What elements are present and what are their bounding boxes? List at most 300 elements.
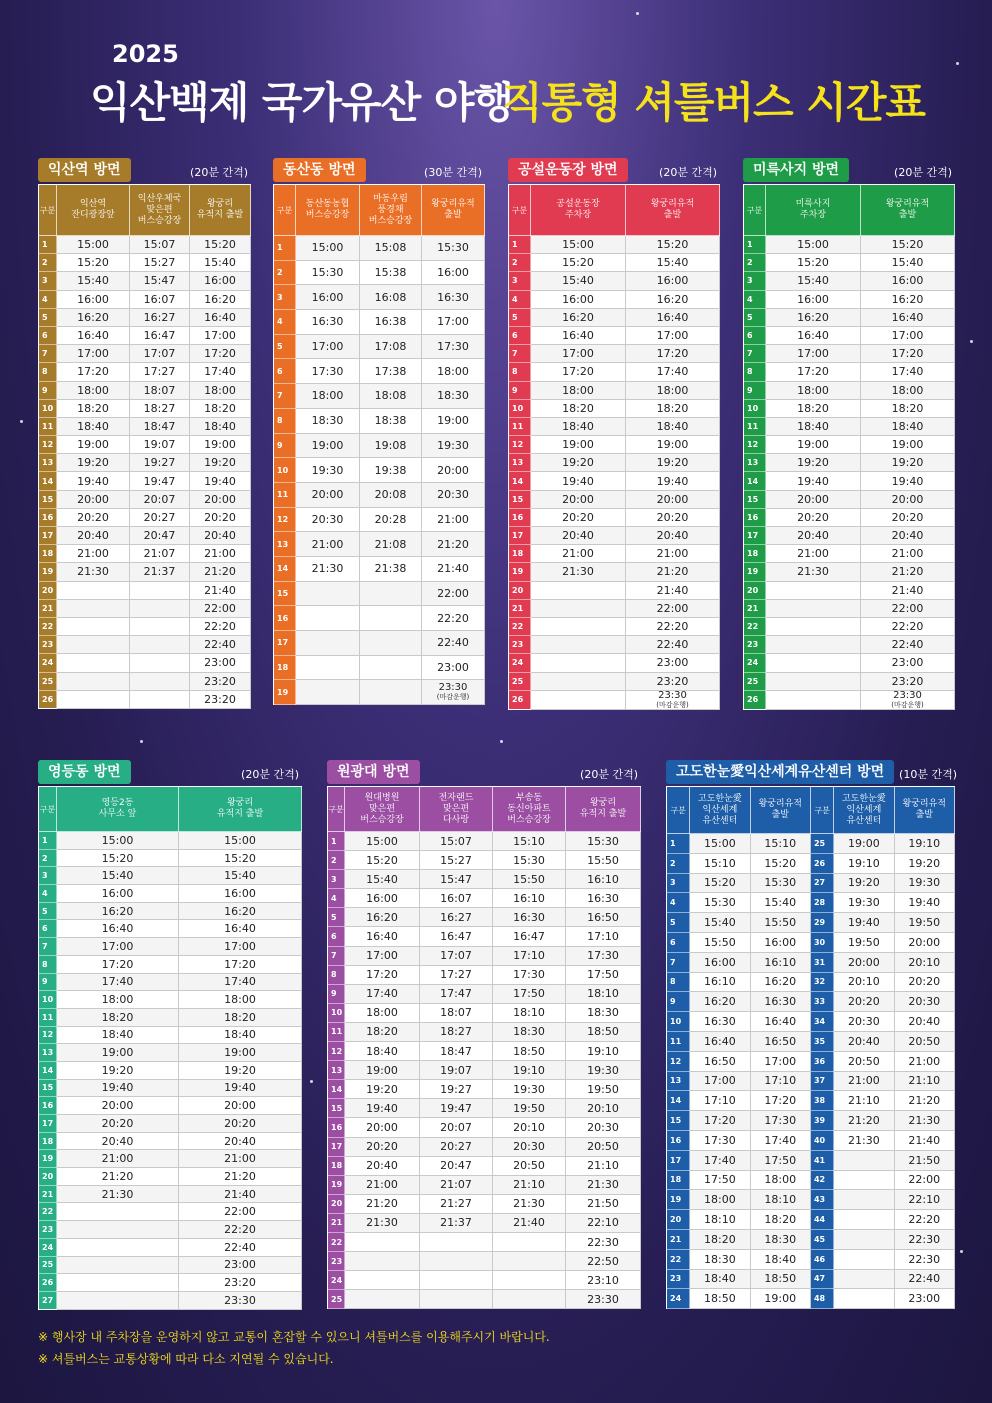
table-row: [274, 310, 485, 335]
time-cell: 19:20: [626, 454, 720, 472]
column-header: 익산우체국 맞은편 버스승강장: [130, 185, 190, 236]
header-row: [274, 185, 485, 236]
row-number: 14: [744, 472, 766, 490]
time-cell: 20:00: [422, 458, 485, 483]
row-number: 8: [667, 972, 690, 992]
row-number: 19: [39, 563, 57, 581]
header-row: [328, 787, 641, 832]
time-cell: 15:40: [531, 272, 626, 290]
row-number: 22: [667, 1249, 690, 1269]
time-cell: [345, 1252, 420, 1271]
table-row: [744, 290, 955, 308]
time-cell: 19:50: [566, 1080, 641, 1099]
row-number: 45: [810, 1229, 833, 1249]
table-row: [667, 1150, 955, 1170]
table-row: [509, 381, 720, 399]
time-cell: 16:40: [531, 326, 626, 344]
time-cell: 16:00: [57, 290, 130, 308]
table-row: [667, 1210, 955, 1230]
page-title: 직통형 셔틀버스 시간표: [502, 78, 925, 127]
table-row: [744, 236, 955, 254]
time-cell: 20:20: [861, 508, 955, 526]
time-cell: 19:38: [360, 458, 422, 483]
table-row: [744, 527, 955, 545]
time-cell: [57, 654, 130, 672]
time-cell: 23:30: [179, 1291, 302, 1309]
row-number: 26: [39, 690, 57, 708]
time-cell: 21:30: [566, 1175, 641, 1194]
time-cell: 20:20: [834, 992, 894, 1012]
table-row: [274, 260, 485, 285]
column-header: 왕궁리유적 출발: [422, 185, 485, 236]
time-cell: 15:20: [766, 254, 861, 272]
time-cell: 23:00: [894, 1289, 954, 1309]
time-cell: 16:40: [766, 326, 861, 344]
section-world-heritage-center: [666, 760, 955, 1309]
last-run-note: (마감운행): [436, 693, 470, 702]
row-number: 1: [39, 236, 57, 254]
time-cell: 15:00: [345, 832, 420, 851]
time-cell: 18:40: [750, 1249, 810, 1269]
time-cell: 20:40: [894, 1012, 954, 1032]
time-cell: 17:30: [690, 1130, 750, 1150]
time-cell: 22:00: [179, 1203, 302, 1221]
time-cell: 16:30: [750, 992, 810, 1012]
table-row: [39, 1203, 302, 1221]
table-row: [744, 326, 955, 344]
time-cell: 20:30: [422, 482, 485, 507]
table-row: [274, 359, 485, 384]
table-row: [667, 1071, 955, 1091]
time-cell: 15:50: [566, 851, 641, 870]
row-number: 4: [274, 310, 296, 335]
time-cell: 16:00: [531, 290, 626, 308]
time-cell: 16:50: [566, 908, 641, 927]
row-number: 10: [39, 991, 57, 1009]
table-row: [509, 599, 720, 617]
time-cell: 19:30: [894, 873, 954, 893]
row-number: 19: [667, 1190, 690, 1210]
table-row: [509, 326, 720, 344]
table-row: [509, 545, 720, 563]
time-cell: 15:00: [57, 236, 130, 254]
time-cell: 18:50: [493, 1042, 566, 1061]
table-row: [509, 672, 720, 690]
table-row: [744, 672, 955, 690]
time-cell: 20:20: [345, 1137, 420, 1156]
time-cell: [57, 617, 130, 635]
time-cell: 23:00: [179, 1256, 302, 1274]
time-cell: 21:10: [894, 1071, 954, 1091]
row-number: 21: [39, 1185, 57, 1203]
table-row: [274, 655, 485, 680]
time-cell: 23:00: [626, 654, 720, 672]
column-header: 왕궁리유적 출발: [626, 185, 720, 236]
table-row: [274, 532, 485, 557]
time-cell: 15:10: [493, 832, 566, 851]
row-number: 25: [810, 834, 833, 854]
table-row: [744, 617, 955, 635]
row-number: 1: [39, 832, 57, 850]
time-cell: 21:40: [190, 581, 251, 599]
time-cell: 21:30: [531, 563, 626, 581]
row-number: 18: [744, 545, 766, 563]
table-row: [39, 1079, 302, 1097]
time-cell: 18:10: [750, 1190, 810, 1210]
time-cell: 17:20: [690, 1111, 750, 1131]
time-cell: 16:00: [766, 290, 861, 308]
time-cell: 20:40: [345, 1156, 420, 1175]
time-cell: 21:20: [861, 563, 955, 581]
star-decoration: [310, 1080, 313, 1083]
time-cell: 15:20: [179, 849, 302, 867]
time-cell: 15:40: [57, 867, 179, 885]
table-row: [39, 363, 251, 381]
table-row: [39, 381, 251, 399]
time-cell: 18:00: [626, 381, 720, 399]
row-number: 37: [810, 1071, 833, 1091]
table-row: [274, 458, 485, 483]
time-cell: 17:47: [420, 984, 493, 1003]
row-number: 9: [328, 984, 345, 1003]
time-cell: 17:20: [531, 363, 626, 381]
row-number: 25: [744, 672, 766, 690]
time-cell: 16:07: [130, 290, 190, 308]
time-cell: 21:40: [493, 1213, 566, 1232]
time-cell: [422, 680, 485, 705]
time-cell: 16:00: [690, 952, 750, 972]
time-cell: 20:20: [190, 508, 251, 526]
table-row: [39, 308, 251, 326]
table-row: [744, 454, 955, 472]
row-number: 5: [274, 334, 296, 359]
row-number: 18: [39, 545, 57, 563]
table-row: [39, 1097, 302, 1115]
row-number: 15: [509, 490, 531, 508]
time-cell: 16:50: [750, 1031, 810, 1051]
time-cell: [834, 1190, 894, 1210]
row-number: 23: [39, 1221, 57, 1239]
time-cell: 15:27: [420, 851, 493, 870]
row-number: 17: [667, 1150, 690, 1170]
time-cell: [766, 581, 861, 599]
time-cell: 22:50: [566, 1252, 641, 1271]
table-row: [39, 236, 251, 254]
time-cell: 18:10: [566, 984, 641, 1003]
notice-line: ※ 셔틀버스는 교통상황에 따라 다소 지연될 수 있습니다.: [38, 1352, 334, 1366]
time-cell: 17:40: [861, 363, 955, 381]
time-cell: [531, 654, 626, 672]
table-row: [328, 832, 641, 851]
row-number: 2: [667, 853, 690, 873]
row-number: 11: [328, 1022, 345, 1041]
table-row: [509, 272, 720, 290]
time-cell: 19:40: [894, 893, 954, 913]
time-cell: 17:50: [493, 984, 566, 1003]
row-number: 2: [39, 254, 57, 272]
time-cell: 19:40: [766, 472, 861, 490]
time-cell: 15:47: [420, 870, 493, 889]
time-cell: 17:10: [566, 927, 641, 946]
table-row: [667, 1111, 955, 1131]
time-cell: 19:27: [130, 454, 190, 472]
section-interval: (20분 간격): [659, 166, 717, 179]
row-number: 26: [810, 853, 833, 873]
table-row: [274, 581, 485, 606]
table-row: [39, 1291, 302, 1309]
time-cell: 20:10: [834, 972, 894, 992]
time-cell: 21:20: [179, 1168, 302, 1186]
time-cell: 15:40: [750, 893, 810, 913]
row-number: 14: [274, 556, 296, 581]
time-cell: 23:30: [566, 1290, 641, 1309]
time-cell: 17:00: [766, 345, 861, 363]
row-number: 16: [39, 508, 57, 526]
time-cell: 17:20: [57, 955, 179, 973]
time-cell: 20:50: [894, 1031, 954, 1051]
time-cell: 16:30: [296, 310, 360, 335]
header-row: [667, 787, 955, 834]
time-cell: 16:40: [190, 308, 251, 326]
section-dongsan: [273, 158, 484, 705]
time-cell: 21:40: [861, 581, 955, 599]
time-cell: 19:20: [861, 454, 955, 472]
table-row: [274, 384, 485, 409]
time-cell: 17:20: [179, 955, 302, 973]
table-row: [39, 399, 251, 417]
row-number: 19: [744, 563, 766, 581]
row-number: 21: [39, 599, 57, 617]
row-number: 24: [39, 654, 57, 672]
time-cell: 19:40: [190, 472, 251, 490]
time-cell: [834, 1289, 894, 1309]
time-cell: 22:10: [566, 1213, 641, 1232]
row-number: 16: [667, 1130, 690, 1150]
star-decoration: [970, 340, 973, 343]
row-number: 5: [744, 308, 766, 326]
time-cell: 15:27: [130, 254, 190, 272]
time-cell: 20:10: [566, 1099, 641, 1118]
time-cell: 19:40: [57, 472, 130, 490]
table-row: [509, 563, 720, 581]
row-number: 7: [509, 345, 531, 363]
time-cell: 21:30: [894, 1111, 954, 1131]
table-row: [39, 345, 251, 363]
row-number: 26: [509, 690, 531, 709]
table-row: [328, 927, 641, 946]
row-number: 20: [744, 581, 766, 599]
time-cell: 18:27: [130, 399, 190, 417]
time-cell: 19:40: [57, 1079, 179, 1097]
time-cell: 15:30: [296, 260, 360, 285]
table-row: [39, 472, 251, 490]
time-cell: 21:07: [420, 1175, 493, 1194]
time-cell: 16:30: [422, 285, 485, 310]
time-cell: 19:20: [190, 454, 251, 472]
table-row: [509, 399, 720, 417]
table-row: [667, 932, 955, 952]
time-cell: 22:00: [894, 1170, 954, 1190]
row-number: 13: [274, 532, 296, 557]
row-number: 18: [328, 1156, 345, 1175]
time-cell: 21:10: [566, 1156, 641, 1175]
time-cell: 17:00: [190, 326, 251, 344]
section-title: 원광대 방면: [327, 760, 420, 784]
row-number: 8: [744, 363, 766, 381]
row-number: 22: [509, 617, 531, 635]
time-cell: 15:30: [690, 893, 750, 913]
time-cell: 18:40: [179, 1026, 302, 1044]
column-header-number: 구분: [274, 185, 296, 236]
table-row: [328, 1137, 641, 1156]
time-cell: 18:00: [57, 381, 130, 399]
time-cell: 17:00: [531, 345, 626, 363]
table-row: [39, 849, 302, 867]
time-cell: 18:00: [179, 991, 302, 1009]
time-cell: [766, 617, 861, 635]
row-number: 4: [328, 889, 345, 908]
time-cell: 19:20: [57, 454, 130, 472]
time-cell: 20:20: [626, 508, 720, 526]
time-cell: 19:20: [345, 1080, 420, 1099]
column-header: 왕궁리유적 출발: [894, 787, 954, 834]
time-cell: [420, 1271, 493, 1290]
row-number: 4: [39, 290, 57, 308]
table-row: [744, 363, 955, 381]
table-row: [39, 508, 251, 526]
time-cell: [531, 672, 626, 690]
time-cell: 16:40: [57, 326, 130, 344]
time-cell: 15:00: [690, 834, 750, 854]
time-cell: 21:20: [345, 1194, 420, 1213]
time-cell: 21:38: [360, 556, 422, 581]
table-row: [328, 1022, 641, 1041]
row-number: 13: [667, 1071, 690, 1091]
time-cell: 17:00: [179, 938, 302, 956]
time-cell: 22:20: [190, 617, 251, 635]
row-number: 12: [744, 436, 766, 454]
table-row: [39, 1115, 302, 1133]
time-cell: 19:00: [531, 436, 626, 454]
table-row: [39, 1008, 302, 1026]
column-header-number: 구분: [744, 185, 766, 236]
table-row: [509, 472, 720, 490]
table-row: [39, 599, 251, 617]
time-cell: 16:47: [130, 326, 190, 344]
table-row: [509, 636, 720, 654]
table-row: [274, 482, 485, 507]
time-cell: 21:20: [422, 532, 485, 557]
column-header-number: 구분: [39, 185, 57, 236]
row-number: 2: [328, 851, 345, 870]
last-run-note: (마감운행): [656, 700, 689, 709]
table-row: [744, 308, 955, 326]
table-row: [39, 973, 302, 991]
time-cell: 15:20: [750, 853, 810, 873]
time-cell: [296, 631, 360, 656]
time-cell: 18:20: [531, 399, 626, 417]
row-number: 42: [810, 1170, 833, 1190]
time-cell: [766, 690, 861, 709]
time-cell: 16:00: [345, 889, 420, 908]
table-row: [39, 832, 302, 850]
table-row: [39, 1256, 302, 1274]
time-cell: 18:50: [566, 1022, 641, 1041]
time-cell: 19:40: [345, 1099, 420, 1118]
time-cell: 19:30: [566, 1061, 641, 1080]
time-cell: 22:30: [894, 1249, 954, 1269]
time-cell: 20:47: [420, 1156, 493, 1175]
column-header: 동산동농협 버스승강장: [296, 185, 360, 236]
row-number: 18: [667, 1170, 690, 1190]
time-cell: 22:30: [566, 1232, 641, 1251]
row-number: 15: [744, 490, 766, 508]
time-cell: 17:30: [750, 1111, 810, 1131]
time-cell: 21:20: [57, 1168, 179, 1186]
row-number: 7: [274, 384, 296, 409]
row-number: 44: [810, 1210, 833, 1230]
table-row: [39, 490, 251, 508]
row-number: 5: [667, 913, 690, 933]
time-cell: 15:50: [493, 870, 566, 889]
time-cell: 18:00: [531, 381, 626, 399]
table-row: [509, 308, 720, 326]
row-number: 10: [274, 458, 296, 483]
notice: [38, 1326, 550, 1370]
time-cell: 19:50: [894, 913, 954, 933]
time-cell: 15:40: [345, 870, 420, 889]
star-decoration: [500, 740, 503, 743]
time-cell: 16:40: [179, 920, 302, 938]
time-cell: [493, 1271, 566, 1290]
time-cell: 15:30: [493, 851, 566, 870]
time-cell: 22:40: [626, 636, 720, 654]
time-cell: 20:00: [190, 490, 251, 508]
table-row: [39, 1168, 302, 1186]
time-cell: 19:20: [834, 873, 894, 893]
row-number: 9: [39, 381, 57, 399]
time-cell: 16:47: [493, 927, 566, 946]
time-cell: 19:00: [345, 1061, 420, 1080]
time-cell: 21:00: [296, 532, 360, 557]
table-row: [39, 938, 302, 956]
time-cell: 15:07: [420, 832, 493, 851]
time-cell: 18:00: [766, 381, 861, 399]
time-cell: 20:30: [834, 1012, 894, 1032]
time-cell: 17:07: [420, 946, 493, 965]
timetable: [743, 184, 955, 710]
time-cell: [360, 680, 422, 705]
row-number: 43: [810, 1190, 833, 1210]
table-row: [274, 236, 485, 261]
table-row: [39, 436, 251, 454]
table-row: [667, 873, 955, 893]
time-cell: 20:30: [894, 992, 954, 1012]
time-cell: 18:40: [861, 417, 955, 435]
time-cell: [861, 690, 955, 709]
time-cell: 20:40: [834, 1031, 894, 1051]
time-cell: 17:00: [296, 334, 360, 359]
table-row: [328, 984, 641, 1003]
row-number: 6: [274, 359, 296, 384]
time-cell: 21:30: [834, 1130, 894, 1150]
time-cell: 18:00: [345, 1003, 420, 1022]
time-cell: [57, 1274, 179, 1292]
notice-line: ※ 행사장 내 주차장을 운영하지 않고 교통이 혼잡할 수 있으니 셔틀버스를 이용해주시기 바랍니다.: [38, 1330, 550, 1344]
time-cell: 15:40: [626, 254, 720, 272]
time-cell: 21:20: [894, 1091, 954, 1111]
time-cell: 19:20: [531, 454, 626, 472]
